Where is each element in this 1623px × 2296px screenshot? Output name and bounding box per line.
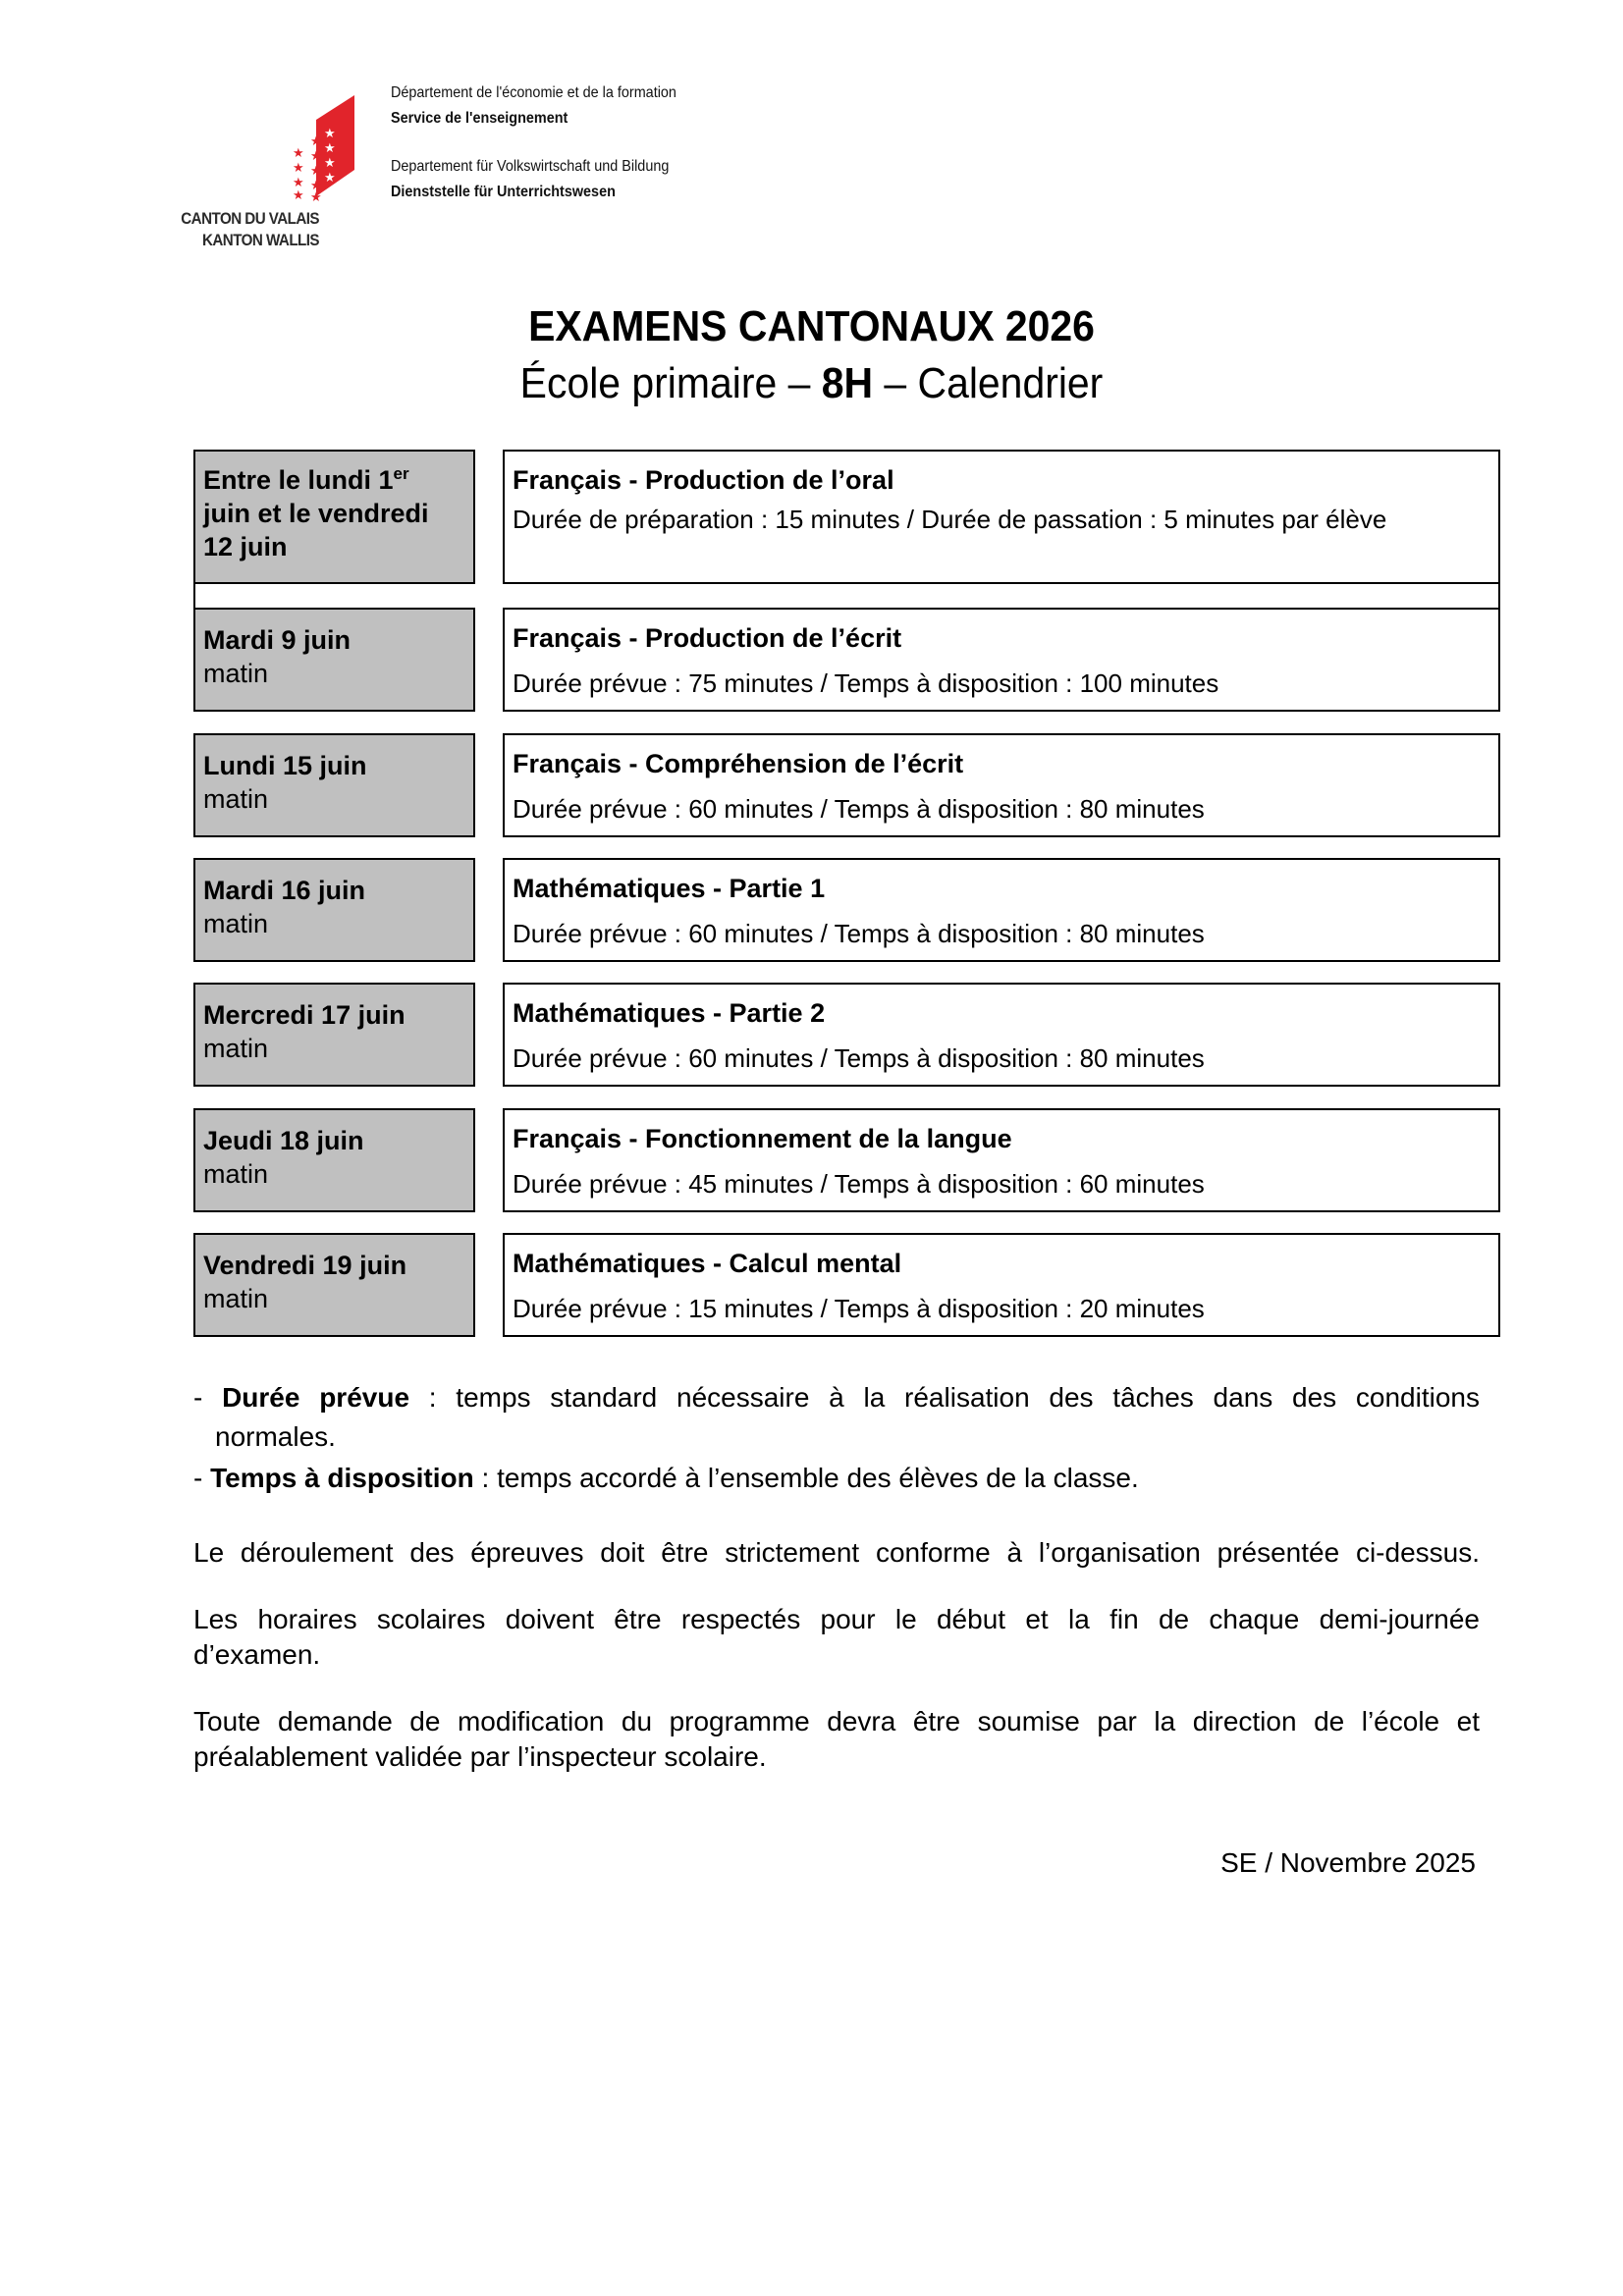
svg-text:★: ★: [310, 134, 322, 149]
paragraph-continued: préalablement validée par l’inspecteur scolaire.: [193, 1741, 767, 1772]
table-frame-right: [1498, 582, 1500, 608]
schedule-date: [193, 983, 475, 1087]
exam-duration: Durée prévue : 60 minutes / Temps à disposition : 80 minutes: [513, 1043, 1205, 1073]
definition-term: Durée prévue: [222, 1382, 410, 1413]
exam-subject: Français - Production de l’écrit: [513, 623, 902, 653]
subtitle-grade: 8H: [821, 359, 874, 407]
date-day: Mardi 16 juin: [203, 876, 366, 905]
page-title: EXAMENS CANTONAUX 2026: [528, 302, 1095, 350]
logo-text-fr: CANTON DU VALAIS: [181, 210, 319, 228]
exam-duration: Durée prévue : 45 minutes / Temps à disposition : 60 minutes: [513, 1169, 1205, 1199]
exam-subject: Français - Production de l’oral: [513, 465, 894, 495]
exam-subject: Mathématiques - Partie 1: [513, 874, 826, 903]
page-subtitle: [57, 359, 1566, 408]
paragraph: Le déroulement des épreuves doit être strictement conforme à l’organisation présentée ci-dessus.: [193, 1537, 1480, 1568]
date-line: juin et le vendredi: [203, 499, 429, 528]
exam-subject: Français - Fonctionnement de la langue: [513, 1124, 1012, 1153]
exam-duration: Durée prévue : 75 minutes / Temps à disposition : 100 minutes: [513, 668, 1219, 698]
schedule-exam: [503, 608, 1500, 712]
department-fr: Département de l'économie et de la formation: [391, 84, 676, 101]
logo-text-de: KANTON WALLIS: [201, 232, 319, 249]
schedule-exam: [503, 1233, 1500, 1337]
date-day: Jeudi 18 juin: [203, 1126, 364, 1155]
schedule-exam: [503, 1108, 1500, 1212]
date-day: Mercredi 17 juin: [203, 1000, 406, 1030]
svg-text:★: ★: [310, 149, 322, 164]
schedule-date: [193, 1233, 475, 1337]
date-period: matin: [203, 784, 269, 814]
schedule-date: [193, 608, 475, 712]
date-period: matin: [203, 909, 269, 938]
schedule-date: [193, 450, 475, 584]
definition-text: : temps accordé à l’ensemble des élèves de la classe.: [473, 1463, 1139, 1493]
exam-duration: Durée prévue : 60 minutes / Temps à disposition : 80 minutes: [513, 919, 1205, 948]
service-de: Dienststelle für Unterrichtswesen: [391, 184, 616, 200]
exam-duration: Durée prévue : 60 minutes / Temps à disposition : 80 minutes: [513, 794, 1205, 824]
svg-text:★: ★: [293, 176, 304, 190]
definition-text: : temps standard nécessaire à la réalisation des tâches dans des conditions: [409, 1382, 1480, 1413]
definition-text-continued: normales.: [215, 1421, 336, 1452]
svg-text:★: ★: [293, 161, 304, 176]
exam-subject: Mathématiques - Partie 2: [513, 998, 826, 1028]
paragraph: Toute demande de modification du programme devra être soumise par la direction de l’école et: [193, 1706, 1480, 1736]
date-period: matin: [203, 1034, 269, 1063]
exam-duration: Durée de préparation : 15 minutes / Durée de passation : 5 minutes par élève: [513, 505, 1387, 534]
coat-of-arms-icon: [177, 88, 373, 216]
exam-duration: Durée prévue : 15 minutes / Temps à disposition : 20 minutes: [513, 1294, 1205, 1323]
exam-subject: Mathématiques - Calcul mental: [513, 1249, 902, 1278]
subtitle-prefix: École primaire –: [519, 359, 822, 407]
schedule-exam: [503, 450, 1500, 584]
subtitle-suffix: – Calendrier: [873, 359, 1104, 407]
exam-subject: Français - Compréhension de l’écrit: [513, 749, 964, 778]
svg-text:★: ★: [324, 141, 336, 156]
table-frame-left: [193, 582, 195, 608]
date-period: matin: [203, 1284, 269, 1313]
date-line: Entre le lundi 1er: [203, 464, 409, 495]
svg-text:★: ★: [324, 171, 336, 186]
svg-text:★: ★: [310, 190, 322, 205]
paragraph-continued: d’examen.: [193, 1639, 321, 1670]
svg-text:★: ★: [324, 127, 336, 141]
paragraph: Les horaires scolaires doivent être respectés pour le début et la fin de chaque demi-journée: [193, 1604, 1480, 1634]
schedule-exam: [503, 983, 1500, 1087]
schedule-date: [193, 858, 475, 962]
date-line: 12 juin: [203, 532, 288, 561]
schedule-date: [193, 1108, 475, 1212]
date-day: Mardi 9 juin: [203, 625, 352, 655]
canton-logo: [177, 88, 373, 265]
svg-text:★: ★: [324, 156, 336, 171]
definition-item: - Durée prévue : temps standard nécessaire à la réalisation des tâches dans des conditions: [193, 1382, 1480, 1413]
definition-term: Temps à disposition: [210, 1463, 474, 1493]
date-period: matin: [203, 1159, 269, 1189]
date-day: Lundi 15 juin: [203, 751, 367, 780]
svg-text:★: ★: [310, 164, 322, 179]
date-day: Vendredi 19 juin: [203, 1251, 407, 1280]
schedule-date: [193, 733, 475, 837]
department-de: Departement für Volkswirtschaft und Bildung: [391, 158, 670, 175]
svg-text:★: ★: [310, 179, 322, 193]
date-period: matin: [203, 659, 269, 688]
service-fr: Service de l'enseignement: [391, 110, 568, 127]
document-signature: SE / Novembre 2025: [1220, 1847, 1476, 1878]
svg-text:★: ★: [293, 188, 304, 203]
schedule-exam: [503, 858, 1500, 962]
definition-item: - Temps à disposition : temps accordé à l’ensemble des élèves de la classe.: [193, 1463, 1139, 1493]
svg-text:★: ★: [293, 146, 304, 161]
schedule-exam: [503, 733, 1500, 837]
